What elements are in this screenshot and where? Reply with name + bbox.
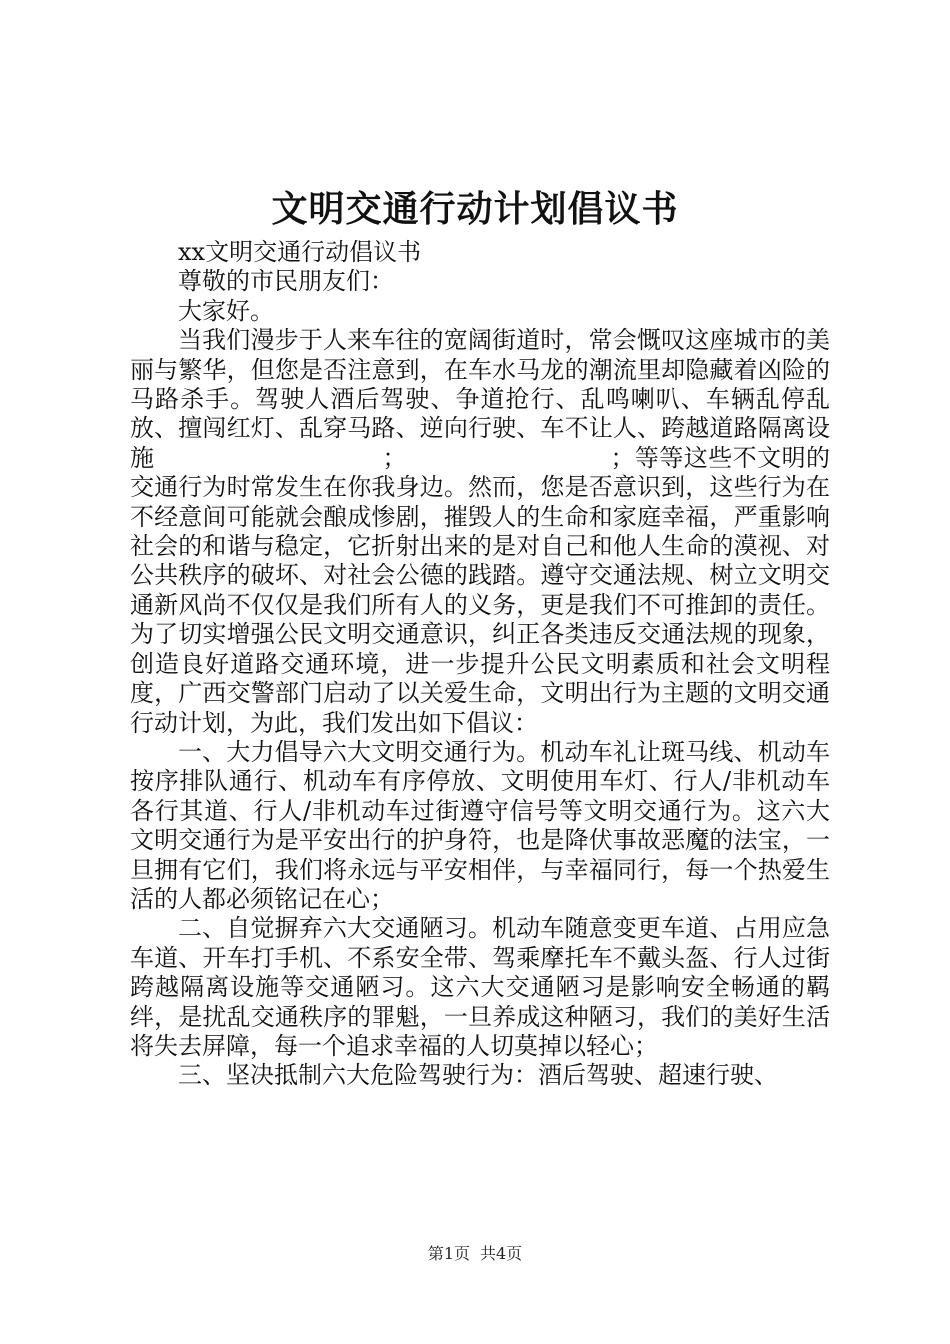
page-footer [0, 1244, 950, 1264]
page-total: 共4页 [480, 1244, 523, 1263]
separator-2: ；等 [610, 443, 660, 472]
paragraph-intro-part2: 等这些不文明的交通行为时常发生在你我身边。然而，您是否意识到，这些行为在不经意间可能就会酿成惨剧，摧毁人的生命和家庭幸福，严重影响社会的和谐与稳定，它折射出来的是对自己和他人生命的漠视、对公共秩序的破坏、对社会公德的践踏。遵守交通法规、树立文明交通新风尚不仅仅是我们所有人的义务，更是我们不可推卸的责任。为了切实增强公民文明交通意识，纠正各类违反交通法规的现象，创造良好道路交通环境，进一步提升公民文明素质和社会文明程度，广西交警部门启动了以关爱生命，文明出行为主题的文明交通行动计划，为此，我们发出如下倡议： [130, 443, 831, 737]
proposal-item-2: 二、自觉摒弃六大交通陋习。机动车随意变更车道、占用应急车道、开车打手机、不系安全带、驾乘摩托车不戴头盔、行人过街跨越隔离设施等交通陋习。这六大交通陋习是影响安全畅通的羁绊，是扰乱交通秩序的罪魁，一旦养成这种陋习，我们的美好生活将失去屏障，每一个追求幸福的人切莫掉以轻心； [130, 914, 830, 1060]
separator-1: ； [382, 443, 407, 472]
document-subtitle: xx文明交通行动倡议书 [178, 238, 422, 266]
proposal-item-3: 三、坚决抵制六大危险驾驶行为：酒后驾驶、超速行驶、 [178, 1061, 778, 1090]
greeting: 大家好。 [178, 296, 274, 325]
paragraph-intro [130, 326, 830, 738]
page-number: 第1页 [427, 1244, 470, 1263]
document-body [130, 238, 830, 1091]
document-title: 文明交通行动计划倡议书 [271, 188, 679, 230]
proposal-item-1: 一、大力倡导六大文明交通行为。机动车礼让斑马线、机动车按序排队通行、机动车有序停放、文明使用车灯、行人/非机动车各行其道、行人/非机动车过街遵守信号等文明交通行为。这六大文明交通行为是平安出行的护身符，也是降伏事故恶魔的法宝，一旦拥有它们，我们将永远与平安相伴，与幸福同行，每一个热爱生活的人都必须铭记在心； [130, 737, 830, 913]
salutation: 尊敬的市民朋友们： [178, 267, 394, 296]
paragraph-intro-part1: 当我们漫步于人来车往的宽阔街道时，常会慨叹这座城市的美丽与繁华，但您是否注意到，在车水马龙的潮流里却隐藏着凶险的马路杀手。驾驶人酒后驾驶、争道抢行、乱鸣喇叭、车辆乱停乱放、擅闯红灯、乱穿马路、逆向行驶、车不让人、跨越道路隔离设施 [130, 326, 830, 472]
